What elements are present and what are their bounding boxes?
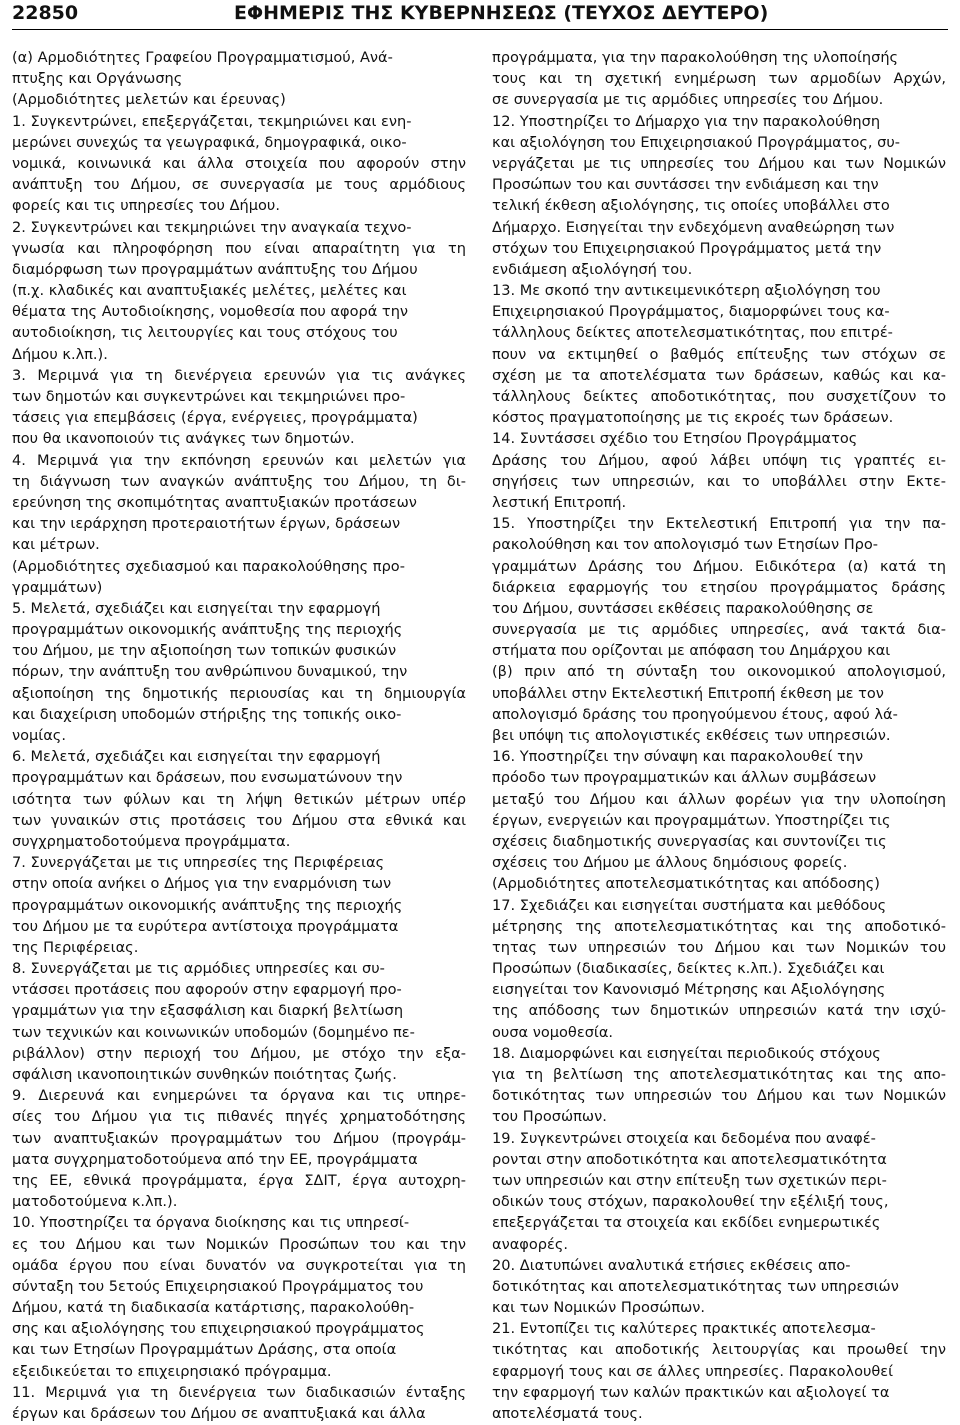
text-line: οδικών τους στόχων, παρακολουθεί την εξέλιξή τους, xyxy=(492,1193,889,1211)
text-line: τους και τη σχετική ενημέρωση των αρμοδίων Αρχών, xyxy=(492,70,946,88)
text-line: δοτικότητας και αποτελεσματικότητας των υπηρεσιών xyxy=(492,1277,899,1295)
text-line: της ΕΕ, εθνικά προγράμματα, έργα ΣΔΙΤ, έργα αυτοχρη- xyxy=(12,1171,466,1189)
text-line: σύνταξη του 5ετούς Επιχειρησιακού Προγράμματος του xyxy=(12,1277,424,1295)
text-line: των τεχνικών και κοινωνικών υποδομών (δομημένο πε- xyxy=(12,1023,415,1041)
text-line: 7. Συνεργάζεται με τις υπηρεσίες της Περιφέρειας xyxy=(12,854,385,872)
text-line: λεστική Επιτροπή. xyxy=(492,493,627,511)
text-line: νομικά, κοινωνικά και άλλα στοιχεία που αφορούν στην xyxy=(12,154,466,172)
text-line: νεργάζεται με τις υπηρεσίες του Δήμου και των Νομικών xyxy=(492,154,946,172)
text-line: τάλληλους δείκτες αποτελεσματικότητας, που επιτρέ- xyxy=(492,324,893,342)
text-line: φορείς και τις υπηρεσίες του Δήμου. xyxy=(12,197,280,215)
text-line: της απόδοσης των δημοτικών υπηρεσιών κατά την ισχύ- xyxy=(492,1002,946,1020)
text-line: στόχων του Επιχειρησιακού Προγράμματος μετά την xyxy=(492,239,882,257)
text-line: ερεύνηση της σκοπιμότητας αναπτυξιακών προτάσεων xyxy=(12,493,417,511)
text-line: 15. Υποστηρίζει την Εκτελεστική Επιτροπή για την πα- xyxy=(492,515,946,533)
text-line: σηγήσεις των υπηρεσιών, και το υποβάλλει στην Εκτε- xyxy=(492,472,946,490)
text-line: ματοδοτούμενα κ.λπ.). xyxy=(12,1193,178,1211)
text-line: μερώνει συνεχώς τα γεωγραφικά, δημογραφικά, οικο- xyxy=(12,133,407,151)
text-line: των γυναικών στις προτάσεις του Δήμου στα εθνικά και xyxy=(12,811,466,829)
text-line: 18. Διαμορφώνει και εισηγείται περιοδικούς στόχους xyxy=(492,1044,881,1062)
text-line: αξιοποίηση της δημοτικής περιουσίας και τη δημιουργία xyxy=(12,684,466,702)
text-line: 16. Υποστηρίζει την σύναψη και παρακολουθεί την xyxy=(492,748,864,766)
text-line: αυτοδιοίκηση, τις λειτουργίες και τους στόχους του xyxy=(12,324,398,342)
text-line: τάσεις για επεμβάσεις (έργα, ενέργειες, προγράμματα) xyxy=(12,409,418,427)
text-line: μεταξύ του Δήμου και άλλων φορέων για την υλοποίηση xyxy=(492,790,946,808)
text-line: εισηγείται τον Κανονισμό Μέτρησης και Αξιολόγησης xyxy=(492,981,886,999)
text-line: 4. Μεριμνά για την εκπόνηση ερευνών και μελετών για xyxy=(12,451,466,469)
page-number: 22850 xyxy=(12,2,79,24)
text-line: τη διάγνωση των αναγκών ανάπτυξης του Δήμου, τη δι- xyxy=(12,472,466,490)
text-line: 13. Με σκοπό την αντικειμενικότερη αξιολόγηση του xyxy=(492,282,881,300)
gazette-title: ΕΦΗΜΕΡΙΣ ΤΗΣ ΚΥΒΕΡΝΗΣΕΩΣ (ΤΕΥΧΟΣ ΔΕΥΤΕΡΟ) xyxy=(234,2,769,24)
text-line: σε συνεργασία με τις αρμόδιες υπηρεσίες του Δήμου. xyxy=(492,91,884,109)
text-line: γραμμάτων Δράσης του Δήμου. Ειδικότερα (α) κατά τη xyxy=(492,557,946,575)
text-line: 2. Συγκεντρώνει και τεκμηριώνει την αναγκαία τεχνο- xyxy=(12,218,412,236)
text-line: ρακολούθηση και τον απολογισμό των Ετησίων Προ- xyxy=(492,536,879,554)
text-line: του Δήμου, με την αξιοποίηση των τοπικών φυσικών xyxy=(12,642,397,660)
header-rule xyxy=(12,29,948,30)
text-line: των υπηρεσιών και στην επίτευξη των σχετικών περι- xyxy=(492,1171,887,1189)
text-line: έργων και δράσεων του Δήμου σε αναπτυξιακά και άλλα xyxy=(12,1405,426,1422)
text-line: αποτελέσματά τους. xyxy=(492,1405,643,1422)
text-line: 10. Υποστηρίζει τα όργανα διοίκησης και τις υπηρεσί- xyxy=(12,1214,410,1232)
text-line: κόστος πραγματοποίησης με τις εκροές των δράσεων. xyxy=(492,409,894,427)
text-line: 5. Μελετά, σχεδιάζει και εισηγείται την εφαρμογή xyxy=(12,599,381,617)
text-line: σχέσεις διαδημοτικής συνεργασίας και συντονίζει τις xyxy=(492,832,887,850)
text-line: 3. Μεριμνά για τη διενέργεια ερευνών για τις ανάγκες xyxy=(12,366,466,384)
text-line: πρόοδο των προγραμματικών και άλλων συμβάσεων xyxy=(492,769,877,787)
text-line: γραμμάτων) xyxy=(12,578,103,596)
text-line: θέματα της Αυτοδιοίκησης, νομοθεσία που αφορά την xyxy=(12,303,409,321)
text-line: (Αρμοδιότητες σχεδιασμού και παρακολούθησης προ- xyxy=(12,557,405,575)
text-line: ομάδα έργου που είναι δυνατόν να συγκροτείται για τη xyxy=(12,1256,466,1274)
text-line: νομίας. xyxy=(12,727,66,744)
text-line: εξειδικεύεται το επιχειρησιακό πρόγραμμα. xyxy=(12,1362,332,1380)
text-line: του Προσώπων. xyxy=(492,1108,607,1126)
text-line: 11. Μεριμνά για τη διενέργεια των διαδικασιών ένταξης xyxy=(12,1383,466,1401)
text-line: τητας των υπηρεσιών του Δήμου και των Νομικών του xyxy=(492,938,946,956)
text-line: 19. Συγκεντρώνει στοιχεία και δεδομένα που αναφέ- xyxy=(492,1129,876,1147)
text-line: προγραμμάτων και δράσεων, που ενσωματώνουν την xyxy=(12,769,403,787)
text-line: των αναπτυξιακών προγραμμάτων του Δήμου (προγράμ- xyxy=(12,1129,466,1147)
text-line: Προσώπων (διαδικασίες, δείκτες κ.λπ.). Σχεδιάζει και xyxy=(492,960,885,978)
text-line: επεξεργάζεται τα στοιχεία και εκδίδει ενημερωτικές xyxy=(492,1214,881,1232)
text-line: τάλληλους δείκτες αποδοτικότητας, που συσχετίζουν το xyxy=(492,388,946,405)
text-line: του Δήμου, συντάσσει εκθέσεις παρακολούθησης σε xyxy=(492,599,874,617)
text-line: και των Νομικών Προσώπων. xyxy=(492,1299,706,1317)
text-line: βει υπόψη τις απολογιστικές εκθέσεις των υπηρεσιών. xyxy=(492,727,891,744)
text-line: πόρων, την ανάπτυξη του ανθρώπινου δυναμικού, την xyxy=(12,663,408,681)
text-line: σφάλιση ικανοποιητικών συνθηκών ποιότητας ζωής. xyxy=(12,1066,397,1083)
text-line: ες του Δήμου και των Νομικών Προσώπων του και την xyxy=(12,1235,466,1253)
text-line: 8. Συνεργάζεται με τις αρμόδιες υπηρεσίες και συ- xyxy=(12,960,385,978)
text-line: ριβάλλον) στην περιοχή του Δήμου, με στόχο την εξα- xyxy=(12,1044,466,1062)
text-line: 20. Διατυπώνει αναλυτικά ετήσιες εκθέσεις απο- xyxy=(492,1256,851,1274)
text-line: διαμόρφωση των προγραμμάτων ανάπτυξης του Δήμου xyxy=(12,260,418,278)
text-line: 6. Μελετά, σχεδιάζει και εισηγείται την εφαρμογή xyxy=(12,748,381,766)
text-line: και μέτρων. xyxy=(12,536,100,554)
text-line: διάρκεια εφαρμογής του ετησίου προγράμματος δράσης xyxy=(492,578,946,596)
text-line: 14. Συντάσσει σχέδιο του Ετησίου Προγράμματος xyxy=(492,430,858,448)
text-line: δοτικότητας των υπηρεσιών του Δήμου και των Νομικών xyxy=(492,1087,946,1105)
text-line: συνεργασία με τις αρμόδιες υπηρεσίες, ανά τακτά δια- xyxy=(492,621,946,639)
text-line: ντάσσει προτάσεις που αφορούν στην εφαρμογή προ- xyxy=(12,981,402,999)
text-line: (Αρμοδιότητες αποτελεσματικότητας και απόδοσης) xyxy=(492,875,880,893)
text-line: σης και αξιολόγησης του επιχειρησιακού προγράμματος xyxy=(12,1320,425,1338)
text-line: και διαχείριση υποδομών στήριξης της τοπικής οικο- xyxy=(12,705,402,723)
text-line: ενδιάμεση αξιολόγησή του. xyxy=(492,260,693,278)
text-line: τελική έκθεση αξιολόγησης, τις οποίες υποβάλλει στο xyxy=(492,197,890,215)
text-line: και την ιεράρχηση προτεραιοτήτων έργων, δράσεων xyxy=(12,515,401,533)
text-line: εφαρμογή τους και σε άλλες υπηρεσίες. Παρακολουθεί xyxy=(492,1362,894,1380)
text-line: προγραμμάτων οικονομικής ανάπτυξης της περιοχής xyxy=(12,896,403,914)
text-line: ανάπτυξη του Δήμου, σε συνεργασία με τους αρμόδιους xyxy=(12,176,466,194)
text-line: και των Ετησίων Προγραμμάτων Δράσης, στα οποία xyxy=(12,1341,397,1359)
text-line: ισότητα των φύλων και τη λήψη θετικών μέτρων υπέρ xyxy=(12,790,466,808)
text-line: για τη βελτίωση της αποτελεσματικότητας και της απο- xyxy=(492,1066,946,1083)
text-line: Δράσης του Δήμου, αφού λάβει υπόψη τις γραπτές ει- xyxy=(492,451,946,469)
text-line: 1. Συγκεντρώνει, επεξεργάζεται, τεκμηριώνει και ενη- xyxy=(12,112,412,130)
text-line: προγράμματα, για την παρακολούθηση της υλοποίησής xyxy=(492,49,899,66)
text-line: (β) πριν από τη σύνταξη του οικονομικού απολογισμού, xyxy=(492,663,946,681)
text-line: Επιχειρησιακού Προγράμματος, διαμορφώνει τους κα- xyxy=(492,303,890,321)
right-column xyxy=(492,47,946,1424)
text-line: σίες του Δήμου για τις πιθανές πηγές χρηματοδότησης xyxy=(12,1108,466,1126)
text-line: των δημοτών και συγκεντρώνει και τεκμηριώνει προ- xyxy=(12,388,406,405)
text-line: της Περιφέρειας. xyxy=(12,938,139,956)
text-line: 12. Υποστηρίζει το Δήμαρχο για την παρακολούθηση xyxy=(492,112,881,130)
text-line: τικότητας και αποδοτικής λειτουργίας και προωθεί την xyxy=(492,1341,946,1359)
text-line: Δήμου, κατά τη διαδικασία κατάρτισης, παρακολούθη- xyxy=(12,1299,415,1317)
text-line: γνωσία και πληροφόρηση που είναι απαραίτητη για τη xyxy=(12,239,466,257)
text-line: απολογισμό δράσης του προηγούμενου έτους, αφού λά- xyxy=(492,705,898,723)
text-line: έργων, ενεργειών και προγραμμάτων. Υποστηρίζει τις xyxy=(492,811,891,829)
text-line: σχέση με τα αποτελέσματα των δράσεων, καθώς και κα- xyxy=(492,366,946,384)
text-line: Δήμαρχο. Εισηγείται την ενδεχόμενη αναθεώρηση των xyxy=(492,218,895,236)
text-line: (Αρμοδιότητες μελετών και έρευνας) xyxy=(12,91,286,109)
text-line: στην οποία ανήκει ο Δήμος για την εναρμόνιση των xyxy=(12,875,392,893)
text-line: Δήμου κ.λπ.). xyxy=(12,345,108,363)
text-line: ουσα νομοθεσία. xyxy=(492,1023,614,1041)
text-line: 9. Διερευνά και ενημερώνει τα όργανα και τις υπηρε- xyxy=(12,1087,466,1105)
text-line: γραμμάτων για την εξασφάλιση και διαρκή βελτίωση xyxy=(12,1002,404,1020)
text-line: προγραμμάτων οικονομικής ανάπτυξης της περιοχής xyxy=(12,621,403,639)
text-line: που θα ικανοποιούν τις ανάγκες των δημοτών. xyxy=(12,430,355,448)
text-line: πτυξης και Οργάνωσης xyxy=(12,70,183,88)
page-header xyxy=(0,0,960,30)
text-line: και αξιολόγηση του Επιχειρησιακού Προγράμματος, συ- xyxy=(492,133,901,151)
text-line: στήματα που ορίζονται με απόφαση του Δημάρχου και xyxy=(492,642,891,660)
text-line: 21. Εντοπίζει τις καλύτερες πρακτικές αποτελεσμα- xyxy=(492,1320,876,1338)
text-line: ματα συγχρηματοδοτούμενα από την ΕΕ, προγράμματα xyxy=(12,1150,418,1168)
text-line: σχέσεις του Δήμου με άλλους δημόσιους φορείς. xyxy=(492,854,848,872)
text-line: ρονται στην αποδοτικότητα και αποτελεσματικότητα xyxy=(492,1150,887,1168)
text-line: συγχρηματοδοτούμενα προγράμματα. xyxy=(12,832,291,850)
text-line: την εφαρμογή των καλών πρακτικών και αξιολογεί τα xyxy=(492,1383,890,1401)
text-line: (π.χ. κλαδικές και αναπτυξιακές μελέτες, μελέτες και xyxy=(12,282,407,300)
text-line: (α) Αρμοδιότητες Γραφείου Προγραμματισμού, Ανά- xyxy=(12,49,393,66)
text-line: πουν να εκτιμηθεί ο βαθμός επίτευξης των στόχων σε xyxy=(492,345,946,363)
text-line: υποβάλλει στην Εκτελεστική Επιτροπή έκθεση με τον xyxy=(492,684,884,702)
text-line: μέτρησης της αποτελεσματικότητας και της αποδοτικό- xyxy=(492,917,946,935)
left-column xyxy=(12,47,466,1424)
text-line: Προσώπων του και συντάσσει την ενδιάμεση και την xyxy=(492,176,879,194)
text-line: του Δήμου με τα ευρύτερα αντίστοιχα προγράμματα xyxy=(12,917,399,935)
text-line: αναφορές. xyxy=(492,1235,569,1253)
text-line: 17. Σχεδιάζει και εισηγείται συστήματα και μεθόδους xyxy=(492,896,887,914)
